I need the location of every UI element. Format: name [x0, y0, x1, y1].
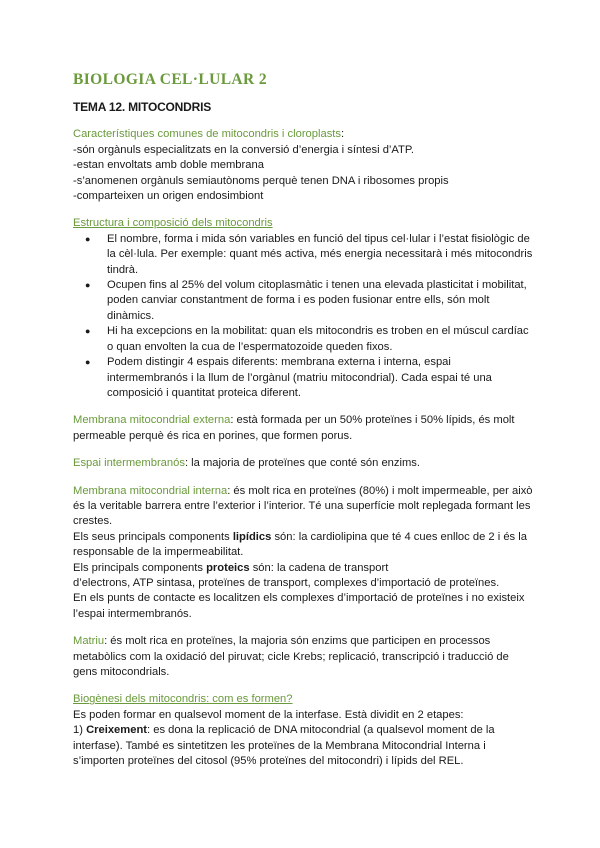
bullet-icon: ● [85, 233, 91, 244]
intermembrane-section [73, 456, 533, 471]
list-item: ● Ocupen fins al 25% del volum citoplasmàtic i tenen una elevada plasticitat i mobilitat, poden canviar constantment de forma i es poden fusionar entre ells, són molt dinàmics. [85, 279, 527, 322]
outer-membrane-label: Membrana mitocondrial externa [73, 414, 231, 427]
bullet-icon: ● [85, 357, 91, 368]
intermembrane-paragraph: Espai intermembranós: la majoria de proteïnes que conté són enzims. [73, 457, 421, 470]
characteristic-line: -s’anomenen orgànuls semiautònoms perquè tenen DNA i ribosomes propis [73, 174, 449, 187]
list-item: ● Hi ha excepcions en la mobilitat: quan els mitocondris es troben en el múscul cardíac o quan envolten la cua de l’espermatozoide queden fixos. [85, 325, 529, 353]
matrix-section [73, 634, 533, 680]
outer-membrane-paragraph: Membrana mitocondrial externa: està formada per un 50% proteïnes i 50% lípids, és molt permeable perquè és rica en porines, que formen porus. [73, 414, 515, 442]
structure-heading: Estructura i composició dels mitocondris [73, 217, 273, 230]
outer-membrane-section [73, 413, 533, 444]
inner-membrane-label: Membrana mitocondrial interna [73, 484, 228, 497]
bullet-icon: ● [85, 326, 91, 337]
inner-membrane-section [73, 484, 533, 623]
structure-section [73, 216, 533, 401]
characteristics-section [73, 127, 533, 204]
list-item: ● Podem distingir 4 espais diferents: membrana externa i interna, espai intermembranós i la llum de l’orgànul (matriu mitocondrial). Cada espai té una composició i quantitat proteica diferent. [85, 356, 492, 399]
document-title: BIOLOGIA CEL·LULAR 2 [73, 71, 268, 88]
characteristic-line: -estan envoltats amb doble membrana [73, 159, 264, 172]
bullet-icon: ● [85, 280, 91, 291]
document-content [73, 70, 533, 781]
biogenesis-step-1: 1) Creixement: es dona la replicació de DNA mitocondrial (a qualsevol moment de la interfase). També es sintetitzen les proteïnes de la Membrana Mitocondrial Interna i s’importen proteïnes del citosol (95% proteïnes del mitocondri) i lípids del REL. [73, 724, 495, 768]
list-item: ● El nombre, forma i mida són variables en funció del tipus cel·lular i l’estat fisiològic de la cèl·lula. Per exemple: quant més activa, més energia necessitarà i més mitocondris tindrà. [85, 232, 533, 276]
biogenesis-section [73, 692, 533, 769]
characteristics-heading: Característiques comunes de mitocondris i cloroplasts: [73, 128, 345, 141]
protein-components-paragraph: Els principals components proteics són: la cadena de transport [73, 561, 389, 574]
biogenesis-heading: Biogènesi dels mitocondris: com es formen? [73, 693, 293, 706]
biogenesis-intro: Es poden formar en qualsevol moment de la interfase. Està dividit en 2 etapes: [73, 708, 464, 721]
matrix-paragraph: Matriu: és molt rica en proteïnes, la majoria són enzims que participen en processos metabòlics com la oxidació del piruvat; cicle Krebs; replicació, transcripció i traducció de gens mitocondrials. [73, 635, 509, 678]
topic-heading: TEMA 12. MITOCONDRIS [73, 100, 212, 114]
inner-membrane-paragraph: Membrana mitocondrial interna: és molt rica en proteïnes (80%) i molt impermeable, per això és la veritable barrera entre l’exterior i l’interior. Té una superfície molt replegada formant les crestes. [73, 484, 533, 528]
intermembrane-label: Espai intermembranós [73, 457, 185, 470]
characteristic-line: -són orgànuls especialitzats en la conversió d’energia i síntesi d’ATP. [73, 143, 414, 156]
lipid-components-paragraph: Els seus principals components lipídics són: la cardiolipina que té 4 cues enlloc de 2 i és la responsable de la impermeabilitat. [73, 530, 527, 559]
structure-bullet-list [73, 232, 533, 401]
matrix-label: Matriu [73, 635, 105, 648]
contact-points-paragraph: En els punts de contacte es localitzen els complexes d’importació de proteïnes i no existeix l’espai intermembranós. [73, 592, 525, 620]
characteristic-line: -comparteixen un origen endosimbiont [73, 190, 264, 203]
protein-components-continuation: d’electrons, ATP sintasa, proteïnes de transport, complexes d’importació de proteïnes. [73, 576, 500, 589]
